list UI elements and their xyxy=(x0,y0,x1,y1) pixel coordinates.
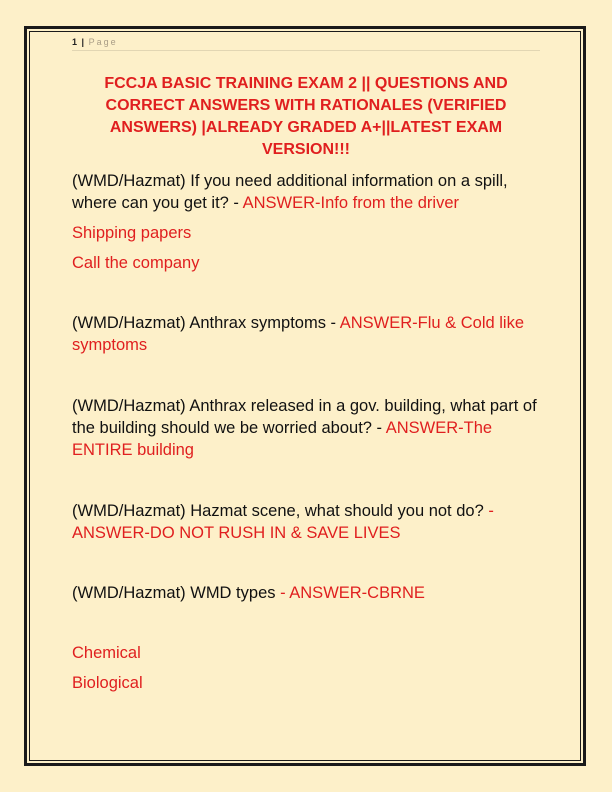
answer-text: ANSWER-Info from the driver xyxy=(242,194,460,212)
page-label: Page xyxy=(88,37,118,47)
answer-extra: Call the company xyxy=(72,254,200,272)
answer-text: ANSWER-The ENTIRE building xyxy=(72,419,493,459)
answer-extra: Shipping papers xyxy=(72,224,192,242)
question-text: (WMD/Hazmat) If you need additional information on a spill, where can you get it? - xyxy=(72,172,508,212)
question-text: (WMD/Hazmat) Anthrax symptoms - xyxy=(72,314,337,332)
page-number: 1 xyxy=(72,37,78,47)
answer-extra: Biological xyxy=(72,674,143,692)
document-body xyxy=(72,170,542,694)
question-text: (WMD/Hazmat) Anthrax released in a gov. building, what part of the building should we be worried about? - xyxy=(72,397,537,437)
qa-item xyxy=(72,170,542,214)
answer-extra: Chemical xyxy=(72,644,141,662)
answer-text: - ANSWER-DO NOT RUSH IN & SAVE LIVES xyxy=(72,502,494,542)
qa-item xyxy=(72,500,542,544)
question-text: (WMD/Hazmat) Hazmat scene, what should you not do? xyxy=(72,502,484,520)
question-text: (WMD/Hazmat) WMD types xyxy=(72,584,276,602)
page-separator: | xyxy=(81,37,85,47)
answer-text: - ANSWER-CBRNE xyxy=(280,584,425,602)
document-title: FCCJA BASIC TRAINING EXAM 2 || QUESTIONS AND CORRECT ANSWERS WITH RATIONALES (VERIFIED ANSWERS) |ALREADY GRADED A+||LATEST EXAM VERSION!!! xyxy=(104,75,508,158)
page-header xyxy=(72,36,540,51)
answer-text: ANSWER-Flu & Cold like symptoms xyxy=(72,314,525,354)
qa-item xyxy=(72,395,542,461)
qa-item xyxy=(72,312,542,356)
qa-item xyxy=(72,582,542,604)
